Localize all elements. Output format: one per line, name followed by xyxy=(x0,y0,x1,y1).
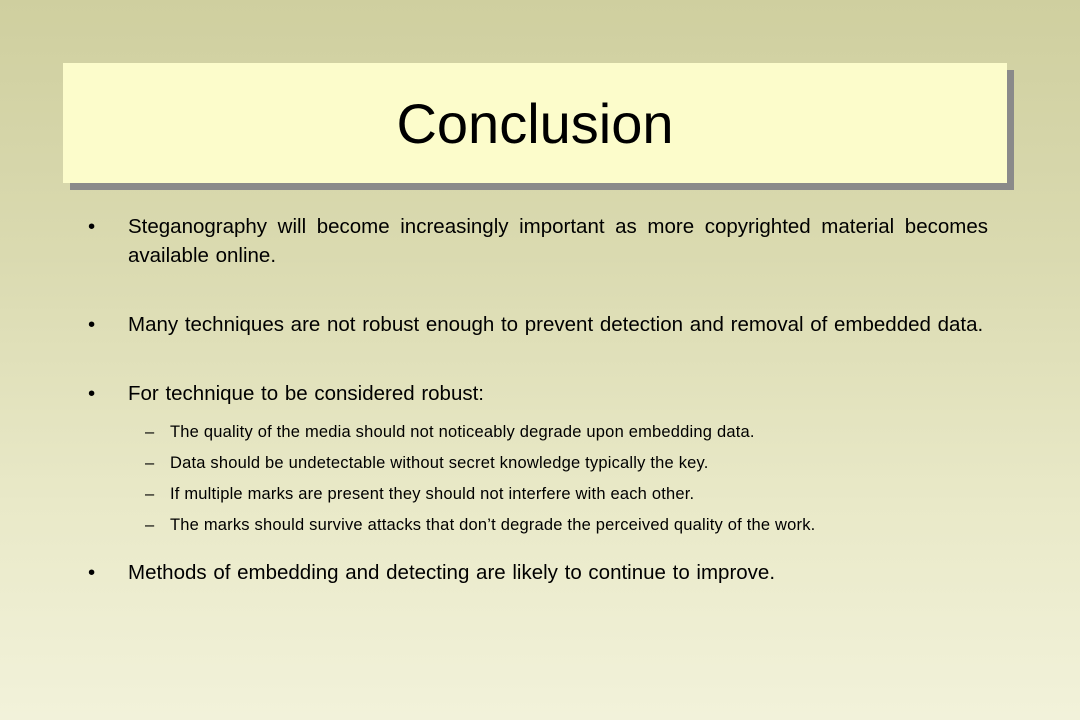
spacer xyxy=(88,408,988,422)
sub-bullet-text: Data should be undetectable without secret knowledge typically the key. xyxy=(170,454,709,472)
sub-bullet-marker: – xyxy=(145,485,155,503)
bullet-item xyxy=(88,310,988,339)
sub-bullet-marker: – xyxy=(145,423,155,441)
sub-bullet-item xyxy=(88,453,988,474)
bullet-item xyxy=(88,212,988,270)
bullet-list xyxy=(88,212,988,587)
spacer xyxy=(88,546,988,558)
bullet-marker: • xyxy=(88,313,96,336)
bullet-marker: • xyxy=(88,215,96,238)
bullet-item xyxy=(88,379,988,408)
sub-bullet-item xyxy=(88,484,988,505)
sub-bullet-text: The marks should survive attacks that don’t degrade the perceived quality of the work. xyxy=(170,516,816,534)
title-box xyxy=(63,63,1007,183)
bullet-item xyxy=(88,558,988,587)
bullet-marker: • xyxy=(88,561,96,584)
bullet-text: Many techniques are not robust enough to prevent detection and removal of embedded data. xyxy=(128,313,984,336)
slide-title: Conclusion xyxy=(396,91,674,155)
spacer xyxy=(88,339,988,379)
sub-bullet-marker: – xyxy=(145,454,155,472)
sub-bullet-item xyxy=(88,515,988,536)
sub-bullet-text: The quality of the media should not noticeably degrade upon embedding data. xyxy=(170,423,755,441)
sub-bullet-item xyxy=(88,422,988,443)
sub-bullet-text: If multiple marks are present they should not interfere with each other. xyxy=(170,485,695,503)
spacer xyxy=(88,270,988,310)
bullet-text: For technique to be considered robust: xyxy=(128,382,484,405)
bullet-text: Steganography will become increasingly important as more copyrighted material becomes available online. xyxy=(128,215,988,267)
bullet-marker: • xyxy=(88,382,96,405)
bullet-text: Methods of embedding and detecting are likely to continue to improve. xyxy=(128,561,776,584)
sub-bullet-marker: – xyxy=(145,516,155,534)
